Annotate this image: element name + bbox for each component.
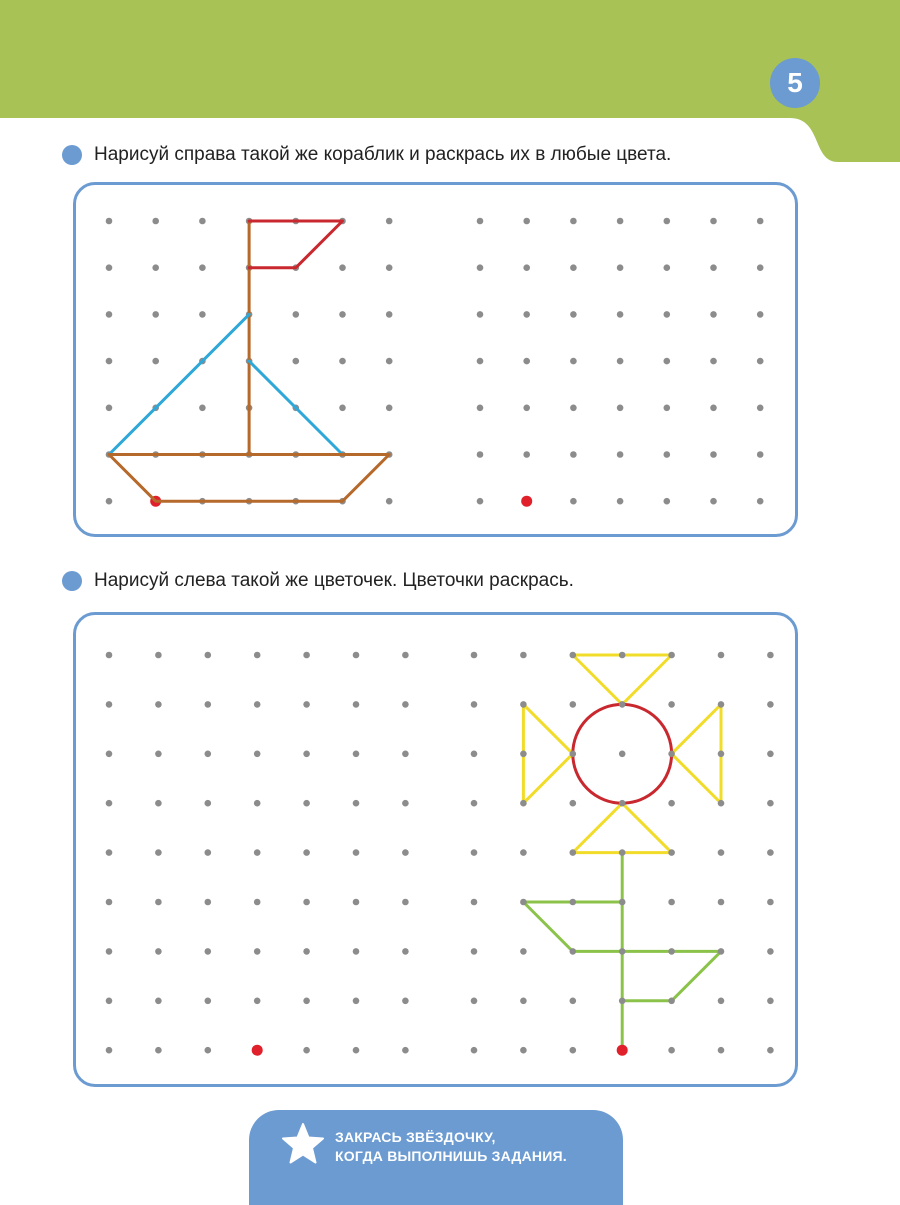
right-grid-dot [619, 701, 626, 708]
right-grid-dot [617, 311, 624, 318]
left-grid-dot [402, 998, 409, 1005]
right-grid-dot [570, 358, 577, 365]
right-grid-dot [570, 998, 577, 1005]
right-grid-dot [520, 998, 527, 1005]
task-2-instruction [62, 566, 574, 596]
right-grid-dot [523, 405, 530, 412]
boat-flag [249, 221, 342, 268]
right-grid-dot [570, 451, 577, 458]
right-grid-dot [710, 264, 717, 271]
left-grid-dot [353, 701, 360, 708]
boat-left-sail [109, 314, 249, 454]
right-grid-dot [757, 311, 764, 318]
right-grid-dot [523, 218, 530, 225]
right-grid-dot [710, 451, 717, 458]
left-grid-dot [386, 405, 393, 412]
left-grid-dot [155, 948, 162, 955]
right-grid-dot [477, 264, 484, 271]
right-grid-dot [570, 800, 577, 807]
right-grid-dot [523, 311, 530, 318]
right-grid-dot [471, 800, 478, 807]
left-grid-dot [293, 311, 300, 318]
right-grid-dot [520, 701, 527, 708]
left-grid-dot [254, 899, 261, 906]
right-grid-dot [570, 405, 577, 412]
task-1-text: Нарисуй справа такой же кораблик и раскрась их в любые цвета. [94, 144, 672, 165]
right-grid-dot [767, 751, 774, 758]
right-grid-dot [570, 1047, 577, 1054]
right-grid-dot [718, 751, 725, 758]
right-grid-dot [471, 652, 478, 659]
left-grid-dot [205, 998, 212, 1005]
right-grid-dot [710, 405, 717, 412]
right-grid-dot [668, 899, 675, 906]
right-grid-dot [767, 998, 774, 1005]
left-grid-dot [155, 998, 162, 1005]
left-grid-dot [339, 311, 346, 318]
left-grid-dot [353, 849, 360, 856]
right-grid-dot [668, 998, 675, 1005]
right-grid-dot [664, 451, 671, 458]
right-grid-dot [664, 498, 671, 505]
right-grid-dot [718, 652, 725, 659]
left-grid-dot [106, 701, 113, 708]
left-grid-dot [402, 751, 409, 758]
left-grid-dot [106, 849, 113, 856]
right-grid-dot [617, 405, 624, 412]
left-grid-dot [205, 899, 212, 906]
right-grid-dot [664, 218, 671, 225]
left-grid-dot [303, 948, 310, 955]
right-grid-dot [668, 800, 675, 807]
left-grid-dot [402, 800, 409, 807]
left-grid-dot [199, 264, 206, 271]
right-grid-dot [718, 701, 725, 708]
right-grid-dot [668, 652, 675, 659]
left-grid-dot [303, 1047, 310, 1054]
right-grid-dot [570, 652, 577, 659]
left-grid-dot [339, 264, 346, 271]
left-grid-dot [254, 849, 261, 856]
left-grid-dot [205, 701, 212, 708]
left-grid-dot [303, 652, 310, 659]
right-grid-dot [471, 998, 478, 1005]
flower-petal-top [573, 655, 672, 704]
footer-text [335, 1128, 567, 1166]
boat-right-sail [249, 361, 342, 454]
left-grid-dot [402, 849, 409, 856]
left-grid-dot [106, 998, 113, 1005]
left-grid-dot [106, 358, 113, 365]
left-grid-dot [402, 1047, 409, 1054]
left-grid-dot [155, 1047, 162, 1054]
left-grid-dot [303, 751, 310, 758]
right-grid-dot [471, 899, 478, 906]
right-grid-dot [757, 358, 764, 365]
right-grid-dot [668, 849, 675, 856]
left-grid-dot [205, 751, 212, 758]
left-grid-start-dot [252, 1045, 263, 1056]
bullet-icon [62, 145, 82, 165]
right-grid-dot [520, 800, 527, 807]
left-grid-dot [353, 998, 360, 1005]
left-grid-dot [254, 701, 261, 708]
left-grid-dot [303, 849, 310, 856]
left-grid-dot [353, 800, 360, 807]
left-grid-dot [353, 948, 360, 955]
flower-grids [76, 615, 801, 1090]
left-grid-dot [303, 899, 310, 906]
right-grid-dot [757, 451, 764, 458]
left-grid-dot [152, 311, 159, 318]
left-grid-dot [254, 998, 261, 1005]
left-grid-dot [155, 899, 162, 906]
flower-leaf-right [622, 951, 721, 1000]
right-grid-dot [767, 1047, 774, 1054]
right-grid-dot [619, 849, 626, 856]
flower-petal-right [672, 704, 721, 803]
left-grid-dot [254, 652, 261, 659]
left-grid-dot [106, 899, 113, 906]
left-grid-dot [254, 751, 261, 758]
right-grid-dot [664, 264, 671, 271]
right-grid-dot [570, 948, 577, 955]
right-grid-dot [664, 311, 671, 318]
right-grid-dot [619, 899, 626, 906]
left-grid-dot [106, 405, 113, 412]
right-grid-dot [523, 451, 530, 458]
left-grid-dot [205, 800, 212, 807]
page-number-badge: 5 [770, 58, 820, 108]
right-grid-dot [523, 358, 530, 365]
left-grid-dot [254, 948, 261, 955]
left-grid-dot [353, 652, 360, 659]
left-grid-dot [386, 264, 393, 271]
task-2-text: Нарисуй слева такой же цветочек. Цветочки раскрась. [94, 570, 574, 591]
right-grid-dot [477, 498, 484, 505]
flower-petal-bottom [573, 803, 672, 852]
right-grid-dot [710, 311, 717, 318]
right-grid-dot [767, 849, 774, 856]
right-grid-dot [757, 498, 764, 505]
left-grid-dot [303, 998, 310, 1005]
right-grid-dot [664, 405, 671, 412]
right-grid-dot [757, 405, 764, 412]
right-grid-dot [668, 948, 675, 955]
right-grid-dot [767, 948, 774, 955]
right-grid-dot [668, 701, 675, 708]
right-grid-dot [477, 311, 484, 318]
right-grid-dot [619, 948, 626, 955]
left-grid-dot [106, 264, 113, 271]
right-grid-dot [471, 849, 478, 856]
left-grid-dot [205, 1047, 212, 1054]
left-grid-dot [106, 751, 113, 758]
right-grid-dot [570, 264, 577, 271]
left-grid-dot [205, 849, 212, 856]
right-grid-dot [668, 751, 675, 758]
right-grid-dot [718, 800, 725, 807]
left-grid-dot [293, 358, 300, 365]
left-grid-dot [199, 218, 206, 225]
left-grid-dot [106, 652, 113, 659]
left-grid-dot [353, 1047, 360, 1054]
left-grid-dot [339, 405, 346, 412]
right-grid-dot [710, 358, 717, 365]
right-grid-dot [767, 800, 774, 807]
right-grid-dot [718, 849, 725, 856]
right-grid-dot [710, 498, 717, 505]
bullet-icon [62, 571, 82, 591]
flower-petal-left [523, 704, 572, 803]
right-grid-dot [570, 498, 577, 505]
right-grid-dot [718, 899, 725, 906]
right-grid-dot [619, 751, 626, 758]
left-grid-dot [155, 849, 162, 856]
right-grid-dot [471, 751, 478, 758]
left-grid-dot [155, 701, 162, 708]
right-grid-dot [477, 358, 484, 365]
task-2-panel [73, 612, 798, 1087]
footer-line-1: ЗАКРАСЬ ЗВЁЗДОЧКУ, [335, 1129, 496, 1145]
footer-line-2: КОГДА ВЫПОЛНИШЬ ЗАДАНИЯ. [335, 1148, 567, 1164]
left-grid-dot [205, 652, 212, 659]
star-icon[interactable] [281, 1122, 325, 1166]
left-grid-dot [155, 800, 162, 807]
right-grid-dot [757, 218, 764, 225]
left-grid-dot [386, 218, 393, 225]
left-grid-dot [152, 358, 159, 365]
task-1-instruction [62, 140, 671, 170]
footer-star-box [249, 1110, 623, 1205]
right-grid-dot [520, 849, 527, 856]
left-grid-dot [152, 264, 159, 271]
left-grid-dot [106, 1047, 113, 1054]
left-grid-dot [199, 405, 206, 412]
right-grid-dot [570, 701, 577, 708]
left-grid-dot [205, 948, 212, 955]
right-grid-dot [718, 948, 725, 955]
right-grid-dot [477, 405, 484, 412]
right-grid-dot [520, 1047, 527, 1054]
left-grid-dot [152, 218, 159, 225]
left-grid-dot [106, 218, 113, 225]
right-grid-dot [570, 899, 577, 906]
right-grid-dot [767, 899, 774, 906]
boat-hull [109, 455, 389, 502]
right-grid-dot [570, 849, 577, 856]
left-grid-dot [386, 358, 393, 365]
left-grid-dot [402, 701, 409, 708]
left-grid-dot [402, 899, 409, 906]
right-grid-dot [570, 218, 577, 225]
right-grid-dot [710, 218, 717, 225]
left-grid-dot [155, 652, 162, 659]
right-grid-dot [570, 311, 577, 318]
right-grid-dot [477, 451, 484, 458]
right-grid-dot [619, 652, 626, 659]
right-grid-dot [757, 264, 764, 271]
sailboat-grids [76, 185, 801, 540]
right-grid-dot [617, 498, 624, 505]
left-grid-dot [303, 701, 310, 708]
left-grid-dot [106, 948, 113, 955]
flower-leaf-left [523, 902, 622, 951]
right-grid-dot [617, 451, 624, 458]
right-grid-dot [668, 1047, 675, 1054]
left-grid-dot [199, 311, 206, 318]
left-grid-dot [402, 948, 409, 955]
right-grid-dot [617, 218, 624, 225]
right-grid-dot [619, 800, 626, 807]
right-grid-dot [570, 751, 577, 758]
task-1-panel [73, 182, 798, 537]
left-grid-dot [155, 751, 162, 758]
right-grid-dot [520, 751, 527, 758]
right-grid-dot [520, 948, 527, 955]
right-grid-dot [617, 264, 624, 271]
right-grid-dot [718, 998, 725, 1005]
left-grid-dot [106, 498, 113, 505]
right-grid-dot [471, 1047, 478, 1054]
right-grid-dot [471, 948, 478, 955]
right-grid-dot [523, 264, 530, 271]
right-grid-start-dot [617, 1045, 628, 1056]
right-grid-start-dot [521, 496, 532, 507]
right-grid-dot [664, 358, 671, 365]
right-grid-dot [477, 218, 484, 225]
right-grid-dot [471, 701, 478, 708]
right-grid-dot [617, 358, 624, 365]
left-grid-dot [106, 311, 113, 318]
right-grid-dot [520, 652, 527, 659]
right-grid-dot [718, 1047, 725, 1054]
left-grid-dot [353, 899, 360, 906]
left-grid-dot [254, 800, 261, 807]
left-grid-dot [303, 800, 310, 807]
left-grid-dot [402, 652, 409, 659]
right-grid-dot [767, 701, 774, 708]
left-grid-dot [339, 358, 346, 365]
right-grid-dot [767, 652, 774, 659]
left-grid-dot [106, 800, 113, 807]
right-grid-dot [520, 899, 527, 906]
right-grid-dot [619, 998, 626, 1005]
left-grid-dot [386, 311, 393, 318]
left-grid-dot [353, 751, 360, 758]
left-grid-dot [386, 498, 393, 505]
